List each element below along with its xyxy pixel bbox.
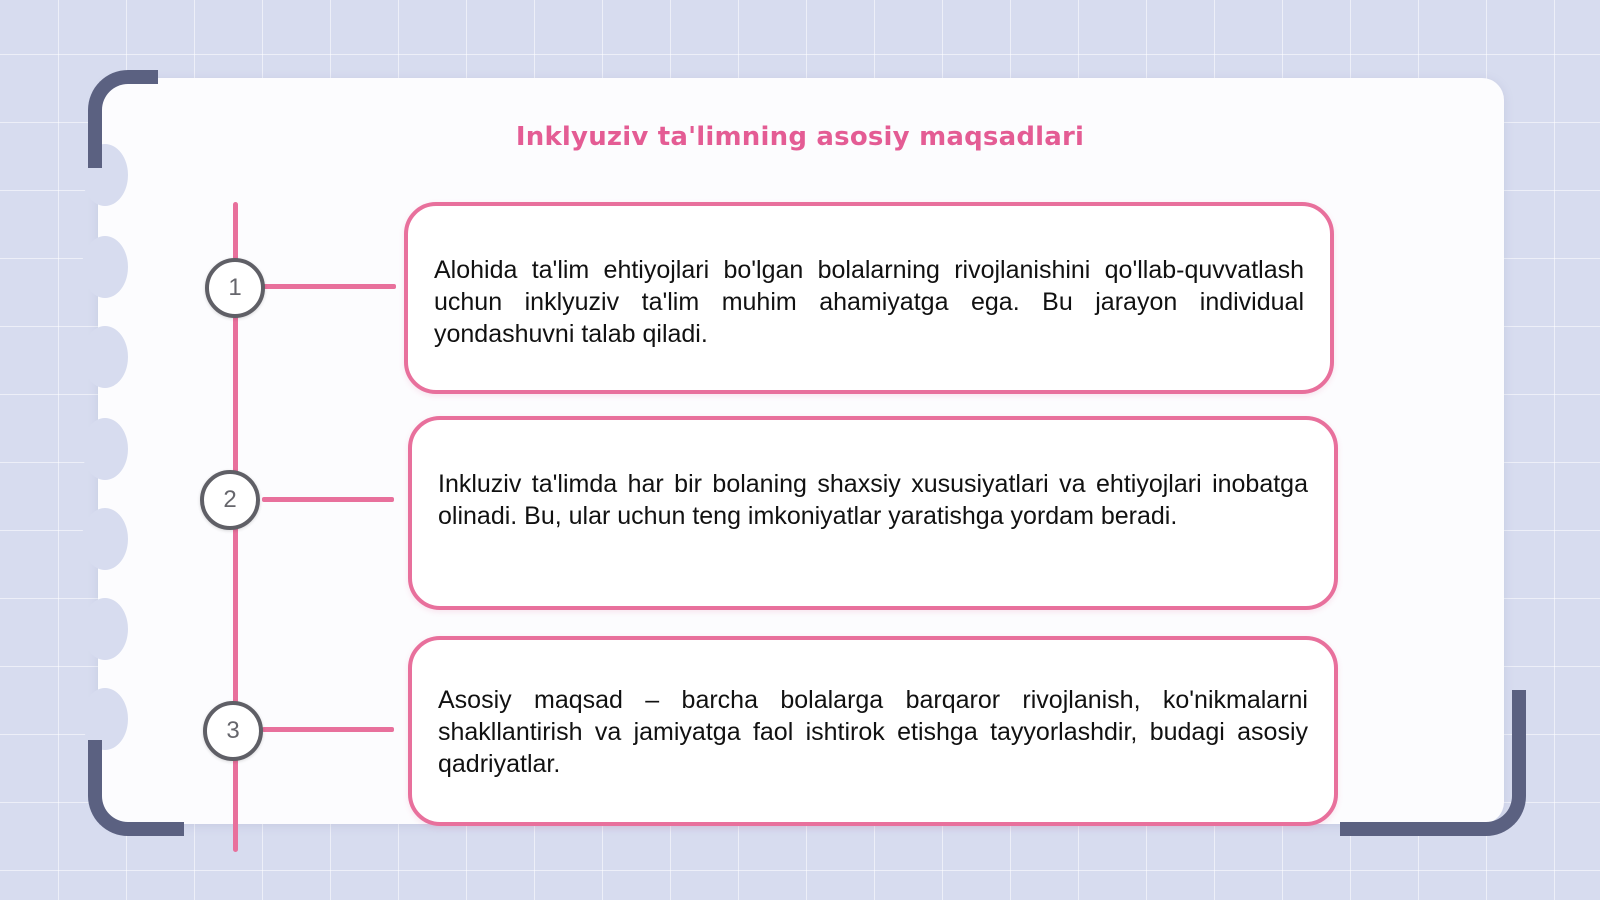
step-description: Asosiy maqsad – barcha bolalarga barqaror rivojlanish, ko'nikmalarni shakllantirish va jamiyatga faol ishtirok etishga tayyorlashdir, budagi asosiy qadriyatlar. [438, 686, 1308, 778]
step-number-badge: 2 [200, 470, 260, 530]
step-number-badge: 1 [205, 258, 265, 318]
step-connector [262, 497, 394, 502]
step-connector [262, 727, 394, 732]
frame-corner-bottom-left [88, 740, 184, 836]
frame-corner-top-left [88, 70, 158, 168]
step-connector [262, 284, 396, 289]
slide-title: Inklyuziv ta'limning asosiy maqsadlari [515, 122, 1085, 152]
step-description: Alohida ta'lim ehtiyojlari bo'lgan bolalarning rivojlanishini qo'llab-quvvatlash uchun inklyuziv ta'lim muhim ahamiyatga ega. Bu jarayon individual yondashuvni talab qiladi. [434, 256, 1304, 348]
step-description: Inkluziv ta'limda har bir bolaning shaxsiy xususiyatlari va ehtiyojlari inobatga olinadi. Bu, ular uchun teng imkoniyatlar yaratishga yordam beradi. [438, 470, 1308, 530]
step-number-badge: 3 [203, 701, 263, 761]
frame-corner-bottom-right [1340, 690, 1526, 836]
step-card [408, 636, 1338, 826]
step-card [408, 416, 1338, 610]
step-card [404, 202, 1334, 394]
